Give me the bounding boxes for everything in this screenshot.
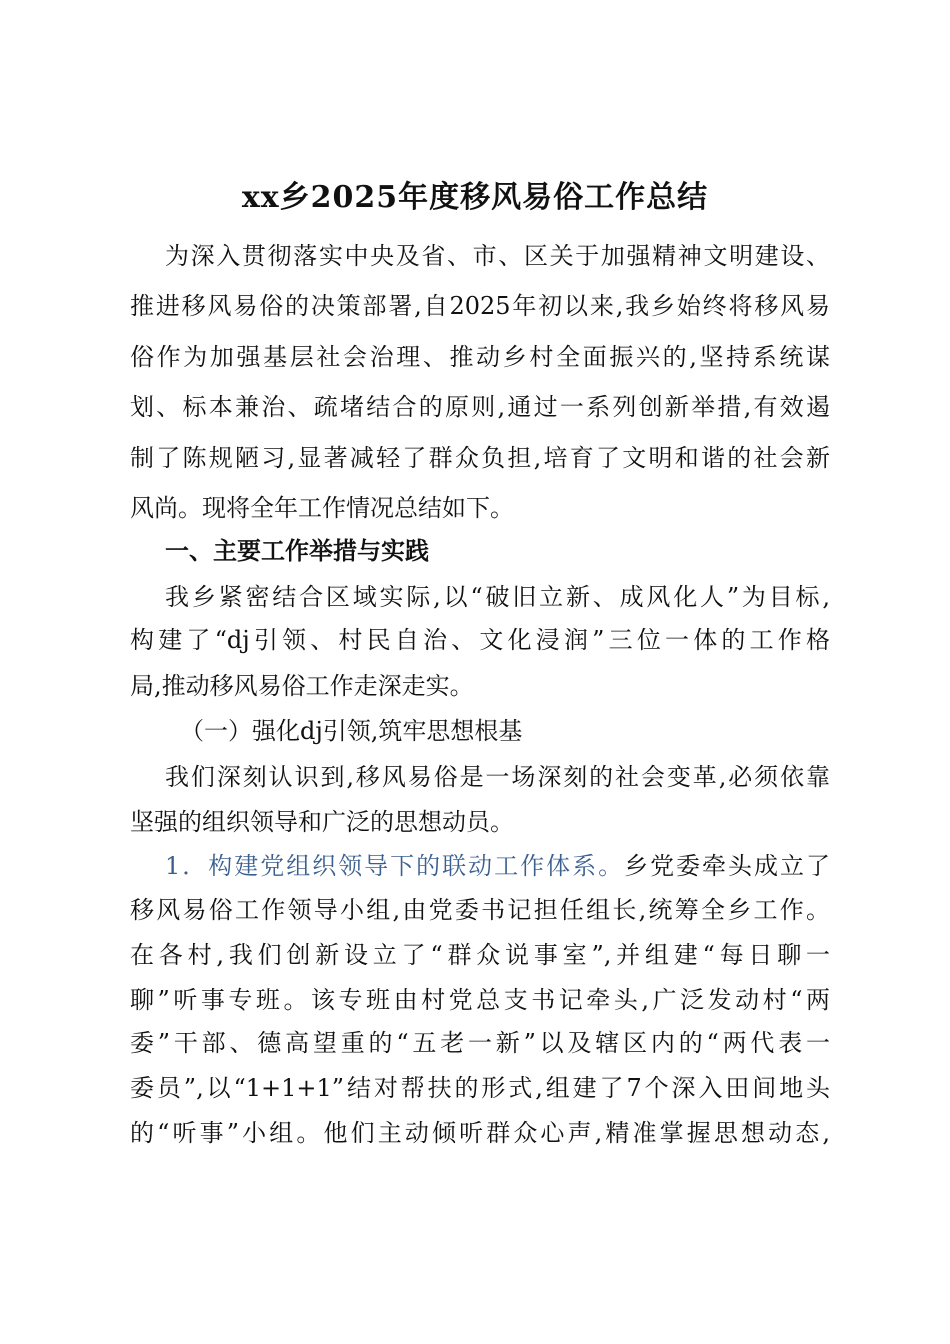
paragraph-line [165,851,830,881]
paragraph-line: 坚强的组织领导和广泛的思想动员。 [130,808,514,836]
section-heading: 一、主要工作举措与实践 [165,536,429,565]
paragraph-line: 制了陈规陋习,显著减轻了群众负担,培育了文明和谐的社会新 [130,444,830,472]
paragraph-line: 划、标本兼治、疏堵结合的原则,通过一系列创新举措,有效遏 [130,393,830,421]
paragraph-line: 的“听事”小组。他们主动倾听群众心声,精准掌握思想动态, [130,1119,830,1147]
paragraph-line: 推进移风易俗的决策部署,自2025年初以来,我乡始终将移风易 [130,292,830,320]
item-lead: 1．构建党组织领导下的联动工作体系。 [165,852,625,880]
paragraph-line: 在各村,我们创新设立了“群众说事室”,并组建“每日聊一 [130,941,830,969]
paragraph-line: 局,推动移风易俗工作走深走实。 [130,672,474,700]
paragraph-line: 委”干部、德高望重的“五老一新”以及辖区内的“两代表一 [130,1029,830,1057]
paragraph-line: 风尚。现将全年工作情况总结如下。 [130,494,514,522]
paragraph-line: 移风易俗工作领导小组,由党委书记担任组长,统筹全乡工作。 [130,896,830,924]
paragraph-line: 俗作为加强基层社会治理、推动乡村全面振兴的,坚持系统谋 [130,343,830,371]
subsection-heading: （一）强化dj引领,筑牢思想根基 [180,717,523,745]
paragraph-line: 聊”听事专班。该专班由村党总支书记牵头,广泛发动村“两 [130,986,830,1014]
paragraph-line: 我乡紧密结合区域实际,以“破旧立新、成风化人”为目标, [165,583,830,611]
paragraph-line: 构建了“dj引领、村民自治、文化浸润”三位一体的工作格 [130,626,830,654]
paragraph-line: 为深入贯彻落实中央及省、市、区关于加强精神文明建设、 [165,242,830,270]
document-title: xx乡2025年度移风易俗工作总结 [241,180,709,215]
paragraph-line: 我们深刻认识到,移风易俗是一场深刻的社会变革,必须依靠 [165,763,830,791]
item-text: 乡党委牵头成立了 [624,852,830,880]
paragraph-line: 委员”,以“1+1+1”结对帮扶的形式,组建了7个深入田间地头 [130,1074,830,1102]
